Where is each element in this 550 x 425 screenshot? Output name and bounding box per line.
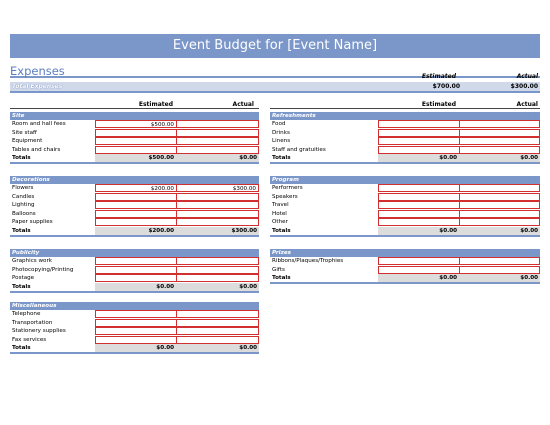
row-label: Postage <box>12 275 35 282</box>
prizes-block <box>270 249 540 284</box>
row-label: Flowers <box>12 185 34 191</box>
row-label: Drinks <box>272 129 290 136</box>
estimated-cell[interactable] <box>95 129 176 137</box>
row-label: Paper supplies <box>12 219 53 226</box>
row-label: Fax services <box>12 336 47 343</box>
row-label: Hotel <box>272 210 287 217</box>
table-row <box>10 193 259 202</box>
right-actual-header: Actual <box>516 101 538 108</box>
actual-cell[interactable] <box>459 218 540 226</box>
totals-actual: $0.00 <box>459 227 540 235</box>
totals-row <box>10 283 259 293</box>
publicity-block <box>10 249 259 293</box>
table-row <box>10 129 259 138</box>
row-label: Lighting <box>12 202 35 209</box>
estimated-cell[interactable] <box>95 137 176 145</box>
totals-estimated: $0.00 <box>378 154 459 162</box>
actual-cell[interactable] <box>176 201 259 209</box>
table-row <box>270 146 540 155</box>
actual-cell[interactable] <box>459 129 540 137</box>
table-row <box>10 327 259 336</box>
refreshments-header: Refreshments <box>270 112 540 120</box>
totals-estimated: $500.00 <box>95 154 176 162</box>
estimated-cell[interactable] <box>378 266 459 274</box>
miscellaneous-block <box>10 302 259 354</box>
estimated-cell[interactable] <box>378 137 459 145</box>
actual-cell[interactable] <box>459 120 540 128</box>
table-row <box>270 266 540 275</box>
summary-actual-header: Actual <box>516 73 538 80</box>
estimated-cell[interactable] <box>378 201 459 209</box>
actual-cell[interactable] <box>176 193 259 201</box>
site-header: Site <box>10 112 259 120</box>
actual-cell[interactable] <box>176 129 259 137</box>
row-label: Other <box>272 219 288 226</box>
totals-label: Totals <box>12 283 31 290</box>
totals-actual: $0.00 <box>176 344 259 352</box>
table-row <box>10 274 259 283</box>
totals-estimated: $0.00 <box>378 227 459 235</box>
actual-cell[interactable] <box>176 310 259 318</box>
actual-cell[interactable] <box>176 274 259 282</box>
estimated-cell[interactable] <box>95 201 176 209</box>
left-estimated-header: Estimated <box>138 101 173 108</box>
estimated-cell[interactable] <box>378 210 459 218</box>
table-row <box>10 210 259 219</box>
estimated-cell[interactable] <box>95 336 176 344</box>
estimated-cell[interactable] <box>95 218 176 226</box>
table-row <box>10 184 259 193</box>
row-label: Equipment <box>12 138 43 145</box>
table-row <box>270 218 540 227</box>
estimated-cell[interactable] <box>95 210 176 218</box>
estimated-cell[interactable]: $500.00 <box>95 120 176 128</box>
totals-estimated: $200.00 <box>95 227 176 235</box>
program-header: Program <box>270 176 540 184</box>
totals-row <box>270 274 540 284</box>
total-expenses-label: Total Expenses <box>12 83 63 90</box>
totals-label: Totals <box>272 275 291 282</box>
estimated-cell[interactable]: $200.00 <box>95 184 176 192</box>
row-label: Telephone <box>12 311 41 317</box>
table-row <box>10 319 259 328</box>
estimated-cell[interactable] <box>378 193 459 201</box>
totals-actual: $0.00 <box>459 154 540 162</box>
actual-cell[interactable] <box>459 210 540 218</box>
total-expenses-estimated: $700.00 <box>432 83 460 90</box>
actual-cell[interactable] <box>176 120 259 128</box>
table-row <box>270 201 540 210</box>
site-block <box>10 112 259 164</box>
totals-estimated: $0.00 <box>95 283 176 291</box>
estimated-cell[interactable] <box>95 310 176 318</box>
table-row <box>270 129 540 138</box>
left-actual-header: Actual <box>232 101 254 108</box>
actual-cell[interactable] <box>459 146 540 154</box>
row-label: Food <box>272 121 286 127</box>
row-label: Gifts <box>272 266 285 273</box>
estimated-cell[interactable] <box>95 274 176 282</box>
row-label: Balloons <box>12 210 36 217</box>
estimated-cell[interactable] <box>378 218 459 226</box>
totals-estimated: $0.00 <box>378 274 459 282</box>
estimated-cell[interactable] <box>378 129 459 137</box>
prizes-header: Prizes <box>270 249 540 257</box>
decorations-block <box>10 176 259 237</box>
totals-estimated: $0.00 <box>95 344 176 352</box>
estimated-cell[interactable] <box>95 266 176 274</box>
total-expenses-row <box>10 82 540 93</box>
budget-title: Event Budget for [Event Name] <box>10 34 540 58</box>
publicity-header: Publicity <box>10 249 259 257</box>
table-row <box>270 137 540 146</box>
totals-actual: $300.00 <box>176 227 259 235</box>
row-label: Staff and gratuities <box>272 146 326 153</box>
table-row <box>10 257 259 266</box>
table-row <box>10 201 259 210</box>
estimated-cell[interactable] <box>378 184 459 192</box>
table-row <box>270 210 540 219</box>
actual-cell[interactable] <box>459 193 540 201</box>
totals-label: Totals <box>12 155 31 162</box>
actual-cell[interactable] <box>176 327 259 335</box>
total-expenses-actual: $300.00 <box>510 83 538 90</box>
row-label: Candles <box>12 193 35 200</box>
actual-cell[interactable] <box>176 336 259 344</box>
table-row <box>10 266 259 275</box>
table-row <box>10 336 259 345</box>
actual-cell[interactable]: $300.00 <box>176 184 259 192</box>
estimated-cell[interactable] <box>378 120 459 128</box>
row-label: Performers <box>272 185 303 191</box>
actual-cell[interactable] <box>459 266 540 274</box>
row-label: Room and hall fees <box>12 121 66 127</box>
actual-cell[interactable] <box>176 319 259 327</box>
row-label: Ribbons/Plaques/Trophies <box>272 258 344 264</box>
actual-cell[interactable] <box>459 137 540 145</box>
actual-cell[interactable] <box>459 257 540 265</box>
estimated-cell[interactable] <box>95 257 176 265</box>
totals-label: Totals <box>12 345 31 352</box>
table-row <box>10 146 259 155</box>
totals-actual: $0.00 <box>176 283 259 291</box>
row-label: Travel <box>272 202 289 209</box>
row-label: Stationery supplies <box>12 328 66 335</box>
totals-label: Totals <box>272 155 291 162</box>
table-row <box>270 184 540 193</box>
estimated-cell[interactable] <box>378 257 459 265</box>
actual-cell[interactable] <box>176 210 259 218</box>
right-header-rule <box>270 108 540 109</box>
summary-estimated-header: Estimated <box>421 73 456 80</box>
program-block <box>270 176 540 237</box>
totals-label: Totals <box>12 227 31 234</box>
decorations-header: Decorations <box>10 176 259 184</box>
estimated-cell[interactable] <box>95 319 176 327</box>
table-row <box>10 310 259 319</box>
table-row <box>270 120 540 129</box>
right-estimated-header: Estimated <box>421 101 456 108</box>
totals-label: Totals <box>272 227 291 234</box>
table-row <box>10 120 259 129</box>
row-label: Tables and chairs <box>12 146 61 153</box>
miscellaneous-header: Miscellaneous <box>10 302 259 310</box>
refreshments-block <box>270 112 540 164</box>
actual-cell[interactable] <box>176 218 259 226</box>
totals-actual: $0.00 <box>459 274 540 282</box>
row-label: Speakers <box>272 193 298 200</box>
row-label: Site staff <box>12 129 37 136</box>
left-header-rule <box>10 108 259 109</box>
table-row <box>10 137 259 146</box>
estimated-cell[interactable] <box>95 327 176 335</box>
actual-cell[interactable] <box>176 137 259 145</box>
estimated-cell[interactable] <box>95 193 176 201</box>
totals-row <box>10 344 259 354</box>
row-label: Graphics work <box>12 258 53 264</box>
totals-row <box>10 154 259 164</box>
actual-cell[interactable] <box>176 257 259 265</box>
row-label: Linens <box>272 138 291 145</box>
actual-cell[interactable] <box>459 201 540 209</box>
table-row <box>270 257 540 266</box>
totals-row <box>270 154 540 164</box>
table-row <box>270 193 540 202</box>
totals-row <box>270 227 540 237</box>
actual-cell[interactable] <box>459 184 540 192</box>
table-row <box>10 218 259 227</box>
estimated-cell[interactable] <box>378 146 459 154</box>
row-label: Transportation <box>12 319 53 326</box>
actual-cell[interactable] <box>176 266 259 274</box>
totals-row <box>10 227 259 237</box>
expenses-label: Expenses <box>10 64 65 78</box>
actual-cell[interactable] <box>176 146 259 154</box>
totals-actual: $0.00 <box>176 154 259 162</box>
estimated-cell[interactable] <box>95 146 176 154</box>
row-label: Photocopying/Printing <box>12 266 74 273</box>
